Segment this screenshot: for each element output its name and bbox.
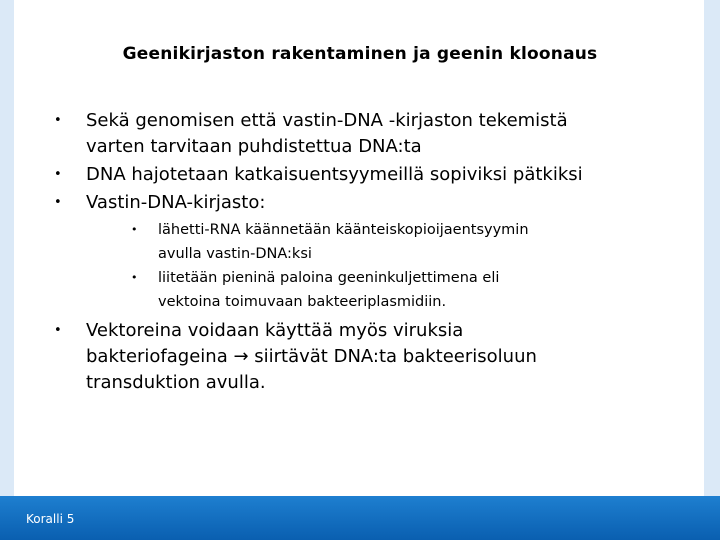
bullet-icon: • [131, 223, 138, 236]
bullet-text: transduktion avulla. [86, 372, 266, 393]
subbullet-item [131, 218, 688, 266]
slide-frame-right [704, 0, 720, 496]
bullet-icon: • [54, 195, 62, 210]
bullet-text: Vastin-DNA-kirjasto: [86, 192, 266, 213]
bullet-icon: • [54, 167, 62, 182]
bullet-text: bakteriofageina → siirtävät DNA:ta bakteerisoluun [86, 346, 537, 367]
subbullet-item [131, 266, 688, 314]
bullet-icon: • [54, 323, 62, 338]
bullet-text: varten tarvitaan puhdistettua DNA:ta [86, 136, 422, 157]
subbullet-text: lähetti-RNA käännetään käänteiskopioijaentsyymin [158, 222, 529, 238]
bullet-item [54, 162, 686, 188]
subbullet-text: avulla vastin-DNA:ksi [158, 246, 312, 262]
subbullet-text: liitetään pieninä paloina geeninkuljettimena eli [158, 270, 500, 286]
bullet-item [54, 108, 686, 160]
slide-frame-left [0, 0, 14, 496]
bullet-item [54, 318, 686, 396]
bullet-item [54, 190, 686, 216]
footer-bar [0, 496, 720, 540]
bullet-icon: • [54, 113, 62, 128]
footer-label: Koralli 5 [26, 512, 75, 526]
slide-title: Geenikirjaston rakentaminen ja geenin kloonaus [122, 44, 598, 64]
subbullet-text: vektoina toimuvaan bakteeriplasmidiin. [158, 294, 447, 310]
bullet-text: DNA hajotetaan katkaisuentsyymeillä sopiviksi pätkiksi [86, 164, 583, 185]
bullet-text: Vektoreina voidaan käyttää myös viruksia [86, 320, 464, 341]
bullet-text: Sekä genomisen että vastin-DNA -kirjaston tekemistä [86, 110, 568, 131]
bullet-icon: • [131, 271, 138, 284]
